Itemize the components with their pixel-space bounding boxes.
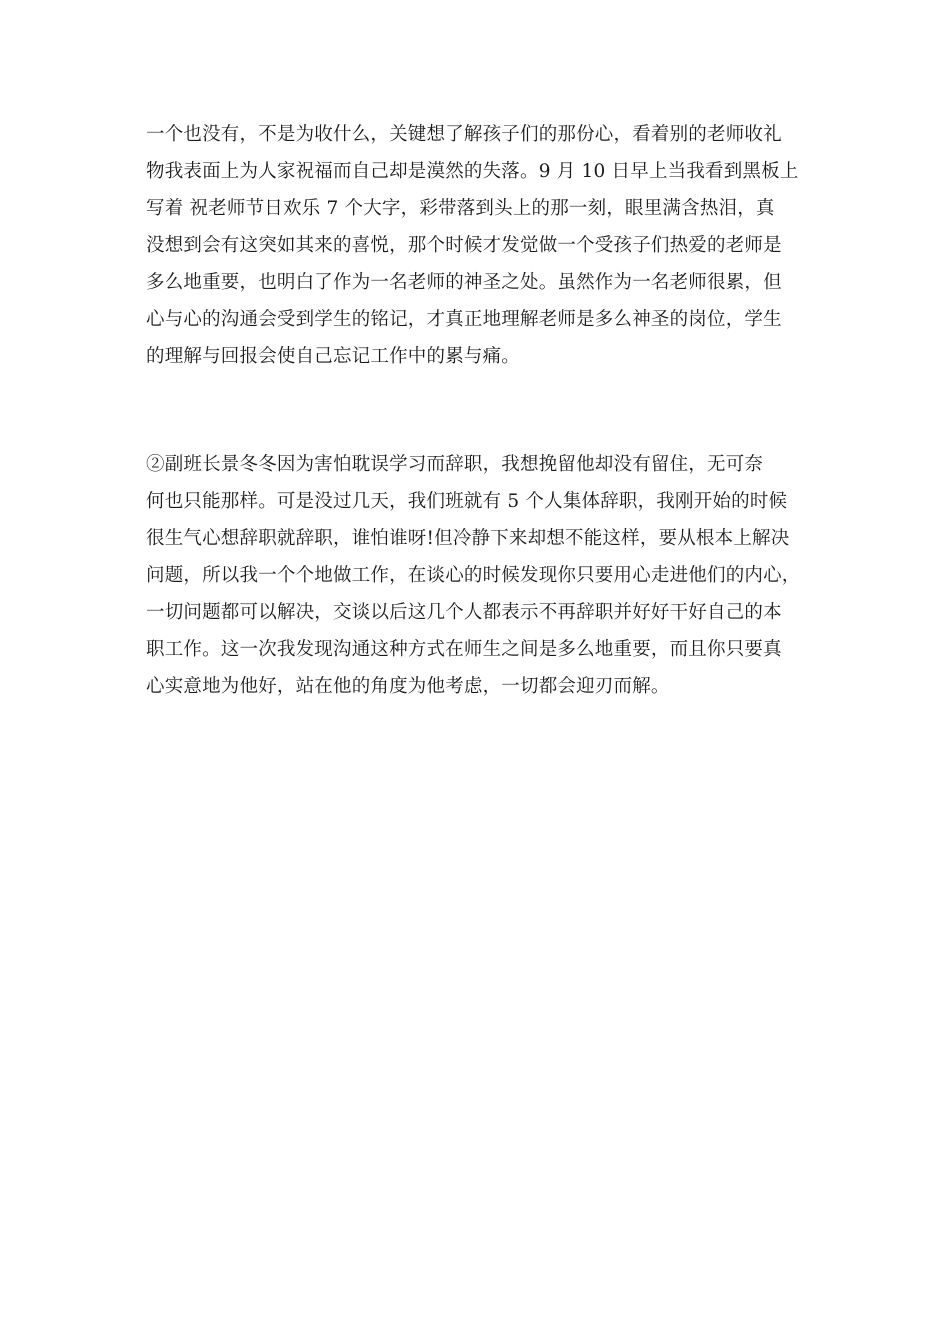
text-line: 职工作。这一次我发现沟通这种方式在师生之间是多么地重要，而且你只要真 (146, 639, 782, 660)
text-line: 物我表面上为人家祝福而自己却是漠然的失落。9 月 10 日早上当我看到黑板上 (146, 161, 799, 182)
text-line: ②副班长景冬冬因为害怕耽误学习而辞职，我想挽留他却没有留住，无可奈 (146, 454, 764, 475)
text-line: 很生气心想辞职就辞职，谁怕谁呀!但冷静下来却想不能这样，要从根本上解决 (146, 528, 790, 549)
text-line: 心实意地为他好，站在他的角度为他考虑，一切都会迎刃而解。 (146, 676, 670, 697)
text-line: 问题，所以我一个个地做工作，在谈心的时候发现你只要用心走进他们的内心， (146, 565, 801, 586)
text-line: 没想到会有这突如其来的喜悦，那个时候才发觉做一个受孩子们热爱的老师是 (146, 235, 782, 256)
text-line: 的理解与回报会使自己忘记工作中的累与痛。 (146, 346, 521, 367)
text-line: 一切问题都可以解决，交谈以后这几个人都表示不再辞职并好好干好自己的本 (146, 602, 782, 623)
text-line: 心与心的沟通会受到学生的铭记，才真正地理解老师是多么神圣的岗位，学生 (146, 309, 782, 330)
text-line: 多么地重要，也明白了作为一名老师的神圣之处。虽然作为一名老师很累，但 (146, 272, 782, 293)
text-line: 何也只能那样。可是没过几天，我们班就有 5 个人集体辞职，我刚开始的时候 (146, 491, 788, 512)
text-line: 写着 祝老师节日欢乐 7 个大字，彩带落到头上的那一刻，眼里满含热泪，真 (146, 198, 775, 219)
text-line: 一个也没有，不是为收什么，关键想了解孩子们的那份心，看着别的老师收礼 (146, 124, 782, 145)
